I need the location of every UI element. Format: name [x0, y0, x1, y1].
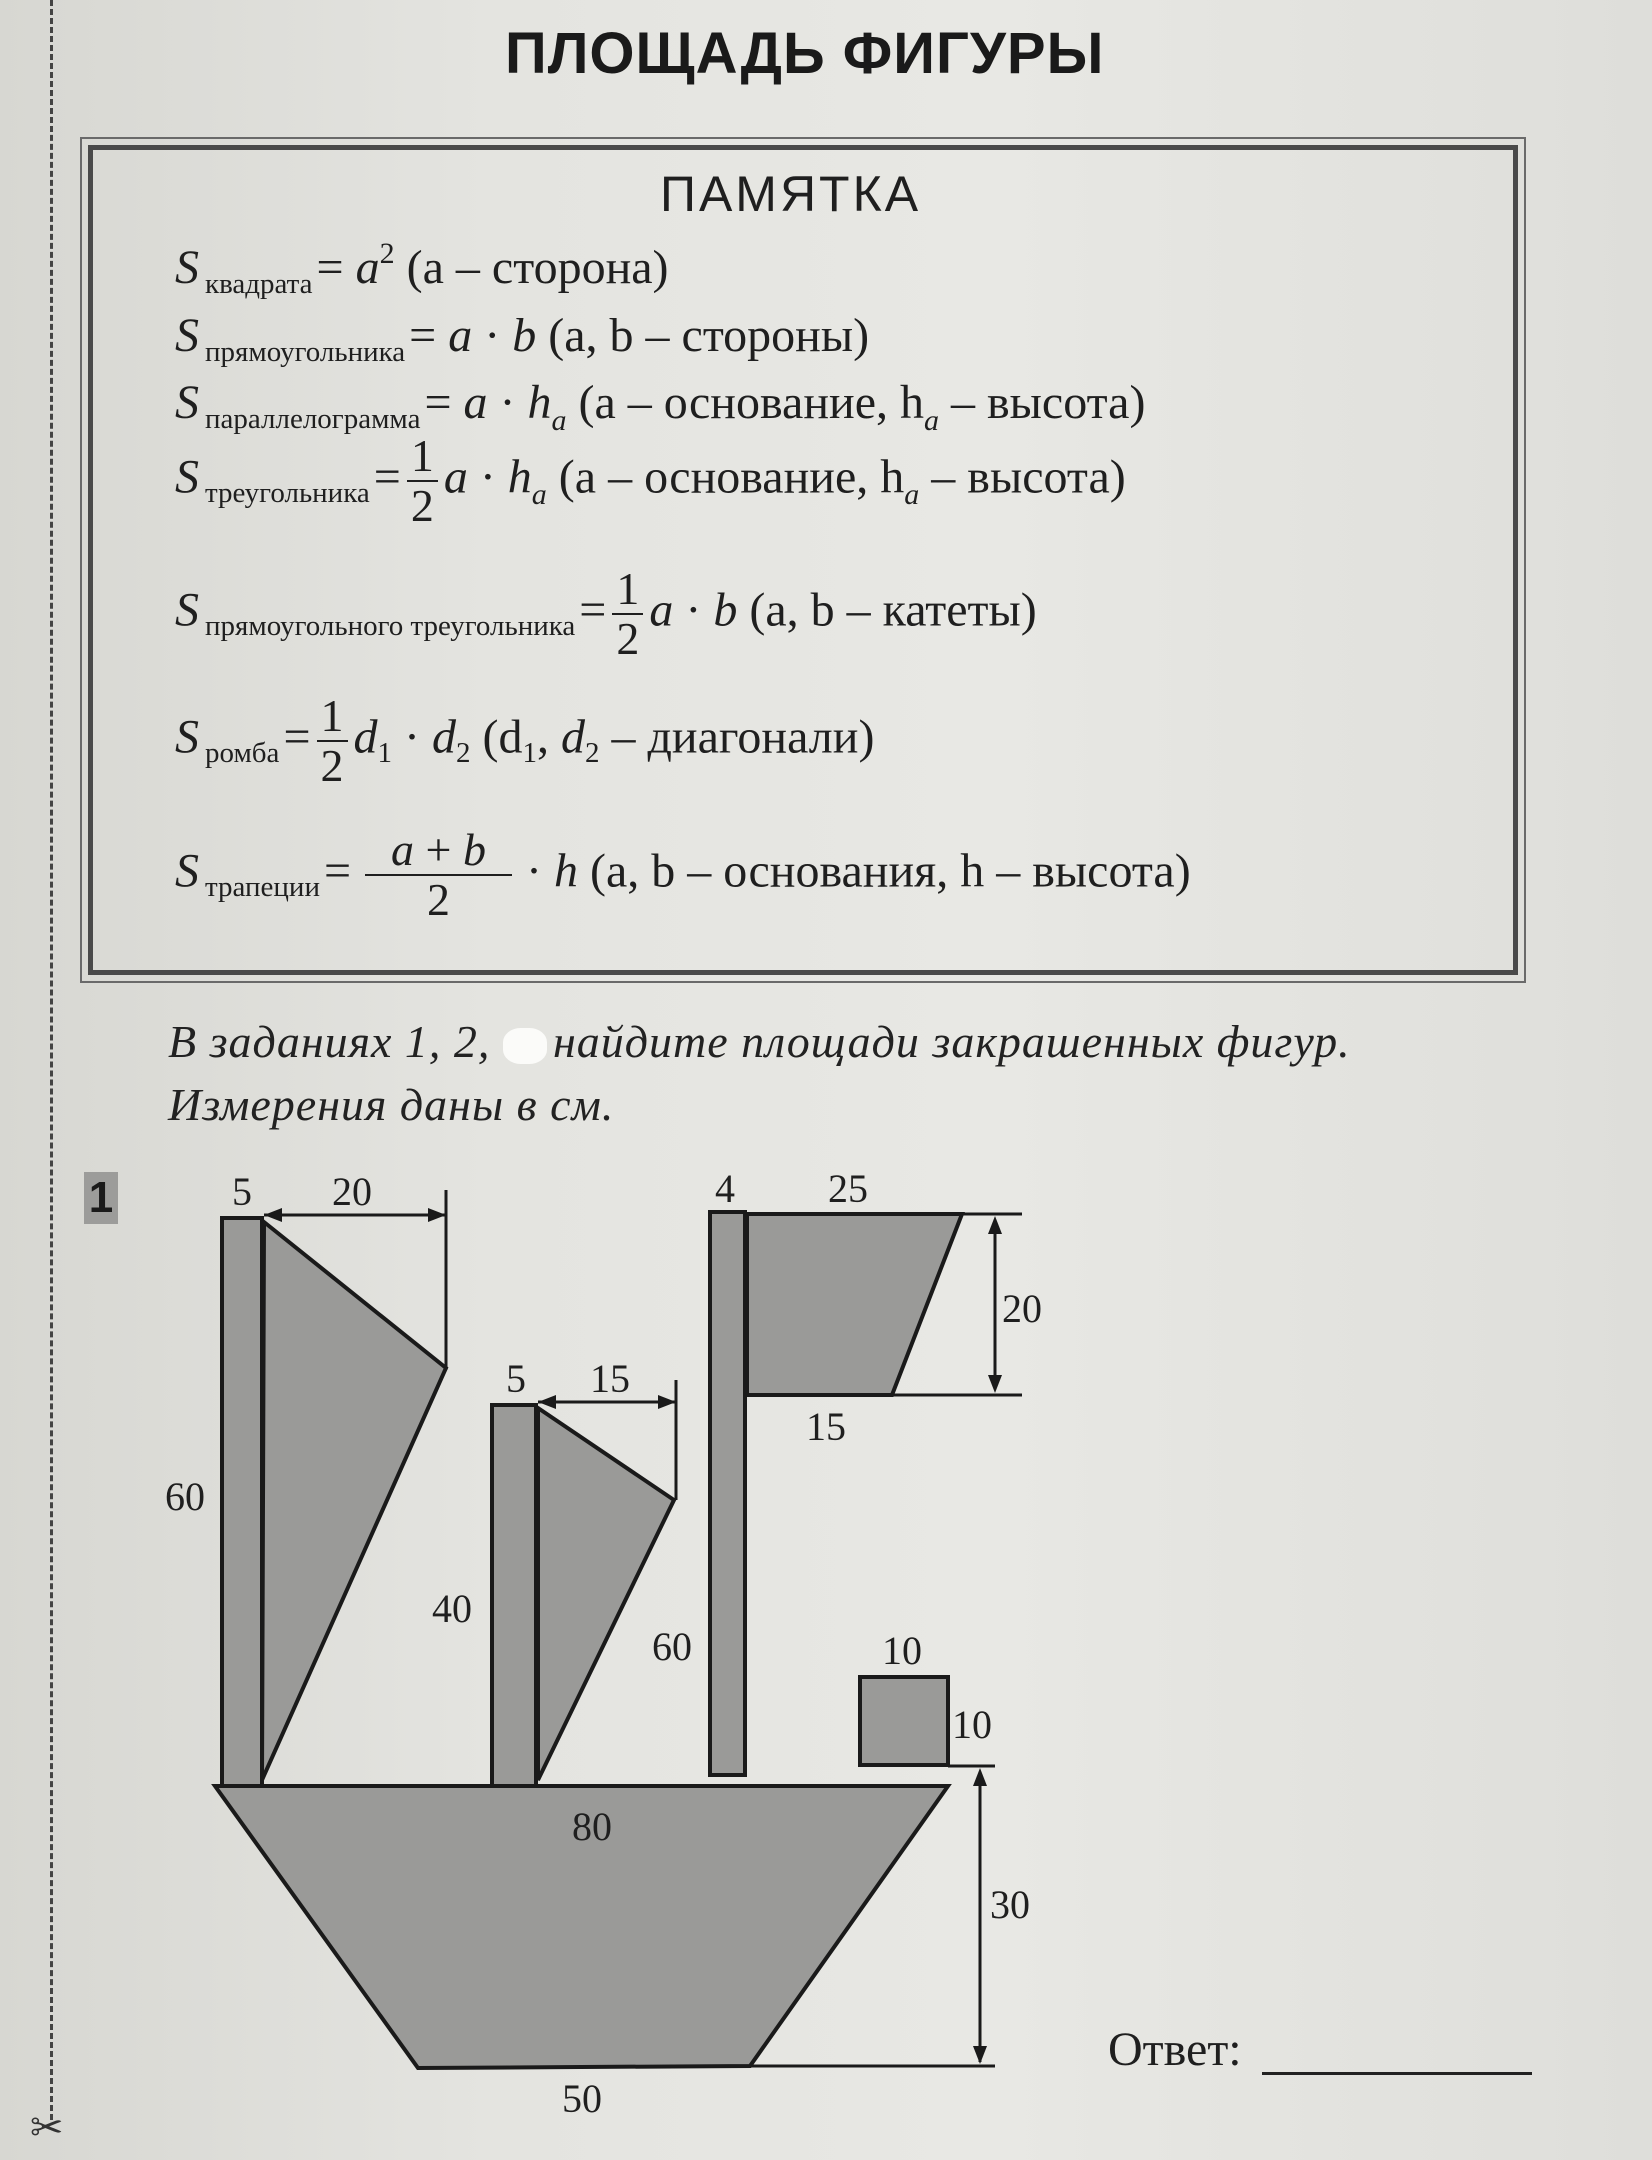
- flag-trapezoid: [747, 1214, 962, 1395]
- page-title: ПЛОЩАДЬ ФИГУРЫ: [505, 21, 1105, 86]
- label-mast3-height: 60: [652, 1624, 692, 1669]
- label-mast2-width: 5: [506, 1356, 526, 1401]
- mast-3: [710, 1212, 745, 1775]
- mast-1: [222, 1218, 262, 1786]
- mast-2: [492, 1405, 536, 1786]
- label-hull-top: 80: [572, 1804, 612, 1849]
- formula-square: S $_{квадрата}= a^2$ (a – сторона): [175, 237, 669, 300]
- label-sail2-width: 15: [590, 1356, 630, 1401]
- formula-triangle: S $_{треугольника}$= $\frac{1}{2}$ $a \cdot h_a$ (a – основание, $h_a$ – высота): [175, 430, 1126, 532]
- formula-right-triangle: S $_{прямоугольного треугольника}$= $\frac{1}{2}$ a · b (a, b – катеты): [175, 563, 1037, 665]
- deck-box: [860, 1677, 948, 1765]
- sail-1: [262, 1222, 446, 1780]
- answer-label: Ответ:: [1108, 2023, 1242, 2076]
- instruction-line-2: Измерения даны в см.: [168, 1079, 615, 1130]
- answer-blank[interactable]: [1262, 2072, 1532, 2075]
- label-mast1-height: 60: [165, 1474, 205, 1519]
- label-box-width: 10: [882, 1628, 922, 1673]
- label-mast3-width: 4: [715, 1166, 735, 1211]
- task-number: 1: [84, 1172, 118, 1224]
- sail-2: [538, 1408, 674, 1780]
- label-sail1-width: 20: [332, 1169, 372, 1214]
- scissors-icon: ✂: [30, 2105, 64, 2151]
- label-hull-height: 30: [990, 1882, 1030, 1927]
- label-flag-bottom: 15: [806, 1404, 846, 1449]
- formula-trapezoid: S $_{трапеции}$= $\frac{a + b}{2}$ · h (a, b – основания, h – высота): [175, 824, 1191, 926]
- label-flag-top: 25: [828, 1166, 868, 1211]
- label-box-height: 10: [952, 1702, 992, 1747]
- instruction-line-1: В заданиях 1, 2, найдите площади закрашенных фигур.: [168, 1016, 1351, 1067]
- memo-heading: ПАМЯТКА: [660, 166, 922, 222]
- label-flag-height: 20: [1002, 1286, 1042, 1331]
- formula-parallelogram: S $_{параллелограмма}= a \cdot h_a$ (a – основание, $h_a$ – высота): [175, 376, 1146, 437]
- formula-rectangle: S $_{прямоугольника}$= a · b (a, b – стороны): [175, 309, 870, 368]
- label-hull-bottom: 50: [562, 2076, 602, 2121]
- label-mast2-height: 40: [432, 1586, 472, 1631]
- label-mast1-width: 5: [232, 1169, 252, 1214]
- formula-rhombus: S $_{ромба}$= $\frac{1}{2}$ $d_1 \cdot d_2$ ($d_1$, $d_2$ – диагонали): [175, 690, 875, 792]
